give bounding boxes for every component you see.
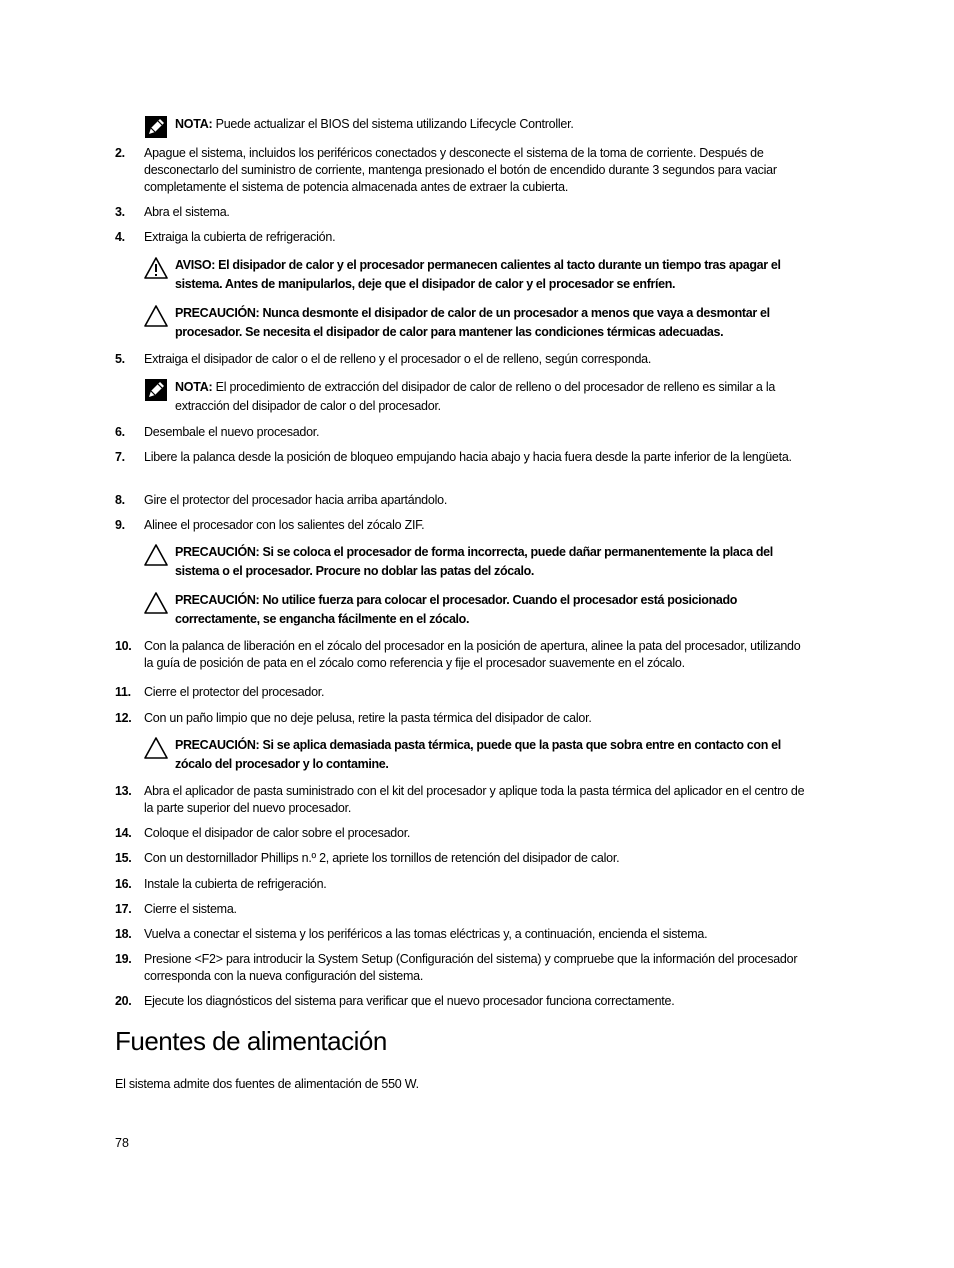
caution-text: Si se coloca el procesador de forma incorrecta, puede dañar permanentemente la placa del sistema o el procesador. Procure no doblar las patas del zócalo. bbox=[175, 545, 773, 578]
step-text: Con la palanca de liberación en el zócalo del procesador en la posición de apertura, alinee la pata del procesador, utilizando la guía de posición de pata en el zócalo como referencia y fije el procesador suavemente en el zócalo. bbox=[144, 639, 801, 670]
step-text: Con un destornillador Phillips n.º 2, apriete los tornillos de retención del disipador de calor. bbox=[144, 851, 620, 865]
step-number: 20. bbox=[115, 994, 132, 1008]
step-text: Alinee el procesador con los salientes del zócalo ZIF. bbox=[144, 518, 425, 532]
step-text: Abra el aplicador de pasta suministrado con el kit del procesador y aplique toda la pasta térmica del aplicador en el centro de la parte superior del nuevo procesador. bbox=[144, 784, 805, 815]
step-number: 4. bbox=[115, 230, 125, 244]
step-text: Coloque el disipador de calor sobre el procesador. bbox=[144, 826, 411, 840]
step-text: Cierre el protector del procesador. bbox=[144, 685, 325, 699]
step-number: 16. bbox=[115, 877, 132, 891]
step-text: Desembale el nuevo procesador. bbox=[144, 425, 320, 439]
step-number: 13. bbox=[115, 784, 132, 798]
warning-triangle-icon bbox=[144, 256, 168, 280]
note-label: NOTA: bbox=[175, 117, 213, 131]
step-number: 8. bbox=[115, 493, 125, 507]
step-text: Libere la palanca desde la posición de bloqueo empujando hacia abajo y hacia fuera desde la parte inferior de la lengüeta. bbox=[144, 450, 792, 464]
caution-triangle-icon bbox=[144, 591, 168, 615]
step-number: 17. bbox=[115, 902, 132, 916]
caution-text: No utilice fuerza para colocar el procesador. Cuando el procesador está posicionado correctamente, se engancha fácilmente en el zócalo. bbox=[175, 593, 738, 626]
step-number: 19. bbox=[115, 952, 132, 966]
section-title: Fuentes de alimentación bbox=[115, 1026, 387, 1056]
step-number: 2. bbox=[115, 146, 125, 160]
step-number: 6. bbox=[115, 425, 125, 439]
caution-label: PRECAUCIÓN: bbox=[175, 306, 260, 320]
step-number: 12. bbox=[115, 711, 132, 725]
step-number: 14. bbox=[115, 826, 132, 840]
step-number: 7. bbox=[115, 450, 125, 464]
caution-triangle-icon bbox=[144, 543, 168, 567]
step-text: Instale la cubierta de refrigeración. bbox=[144, 877, 327, 891]
caution-triangle-icon bbox=[144, 304, 168, 328]
note-pencil-icon bbox=[144, 115, 168, 139]
note-text: El procedimiento de extracción del disipador de calor de relleno o del procesador de relleno es similar a la extracción del disipador de calor o del procesador. bbox=[175, 380, 776, 413]
step-number: 11. bbox=[115, 685, 131, 699]
page-number: 78 bbox=[115, 1136, 129, 1150]
step-text: Vuelva a conectar el sistema y los periféricos a las tomas eléctricas y, a continuación, encienda el sistema. bbox=[144, 927, 708, 941]
step-text: Extraiga el disipador de calor o el de relleno y el procesador o el de relleno, según corresponda. bbox=[144, 352, 652, 366]
caution-text: Si se aplica demasiada pasta térmica, puede que la pasta que sobra entre en contacto con el zócalo del procesador y lo contamine. bbox=[175, 738, 781, 771]
step-number: 3. bbox=[115, 205, 125, 219]
step-text: Ejecute los diagnósticos del sistema para verificar que el nuevo procesador funciona correctamente. bbox=[144, 994, 675, 1008]
step-text: Presione <F2> para introducir la System Setup (Configuración del sistema) y compruebe que la información del procesador corresponda con la nueva configuración del sistema. bbox=[144, 952, 798, 983]
step-text: Con un paño limpio que no deje pelusa, retire la pasta térmica del disipador de calor. bbox=[144, 711, 592, 725]
caution-label: PRECAUCIÓN: bbox=[175, 545, 260, 559]
step-text: Cierre el sistema. bbox=[144, 902, 237, 916]
caution-triangle-icon bbox=[144, 736, 168, 760]
caution-text: Nunca desmonte el disipador de calor de un procesador a menos que vaya a desmontar el procesador. Se necesita el disipador de calor para mantener las condiciones térmicas adecuadas. bbox=[175, 306, 770, 339]
warning-text: El disipador de calor y el procesador permanecen calientes al tacto durante un tiempo tras apagar el sistema. Antes de manipularlos, deje que el disipador de calor y el procesador se enfríen. bbox=[175, 258, 781, 291]
step-number: 5. bbox=[115, 352, 125, 366]
warning-label: AVISO: bbox=[175, 258, 216, 272]
note-pencil-icon bbox=[144, 378, 168, 402]
step-number: 18. bbox=[115, 927, 132, 941]
section-body: El sistema admite dos fuentes de alimentación de 550 W. bbox=[115, 1077, 419, 1091]
step-number: 9. bbox=[115, 518, 125, 532]
step-text: Gire el protector del procesador hacia arriba apartándolo. bbox=[144, 493, 448, 507]
caution-label: PRECAUCIÓN: bbox=[175, 738, 260, 752]
note-text: Puede actualizar el BIOS del sistema utilizando Lifecycle Controller. bbox=[212, 117, 574, 131]
step-text: Apague el sistema, incluidos los periféricos conectados y desconecte el sistema de la toma de corriente. Después de desconectarlo del suministro de corriente, mantenga presionado el botón de encendido durante 3 segundos para vaciar completamente el sistema de potencia almacenada antes de extraer la cubierta. bbox=[144, 146, 777, 194]
step-number: 15. bbox=[115, 851, 132, 865]
step-number: 10. bbox=[115, 639, 132, 653]
step-text: Abra el sistema. bbox=[144, 205, 230, 219]
note-label: NOTA: bbox=[175, 380, 213, 394]
step-text: Extraiga la cubierta de refrigeración. bbox=[144, 230, 336, 244]
caution-label: PRECAUCIÓN: bbox=[175, 593, 260, 607]
